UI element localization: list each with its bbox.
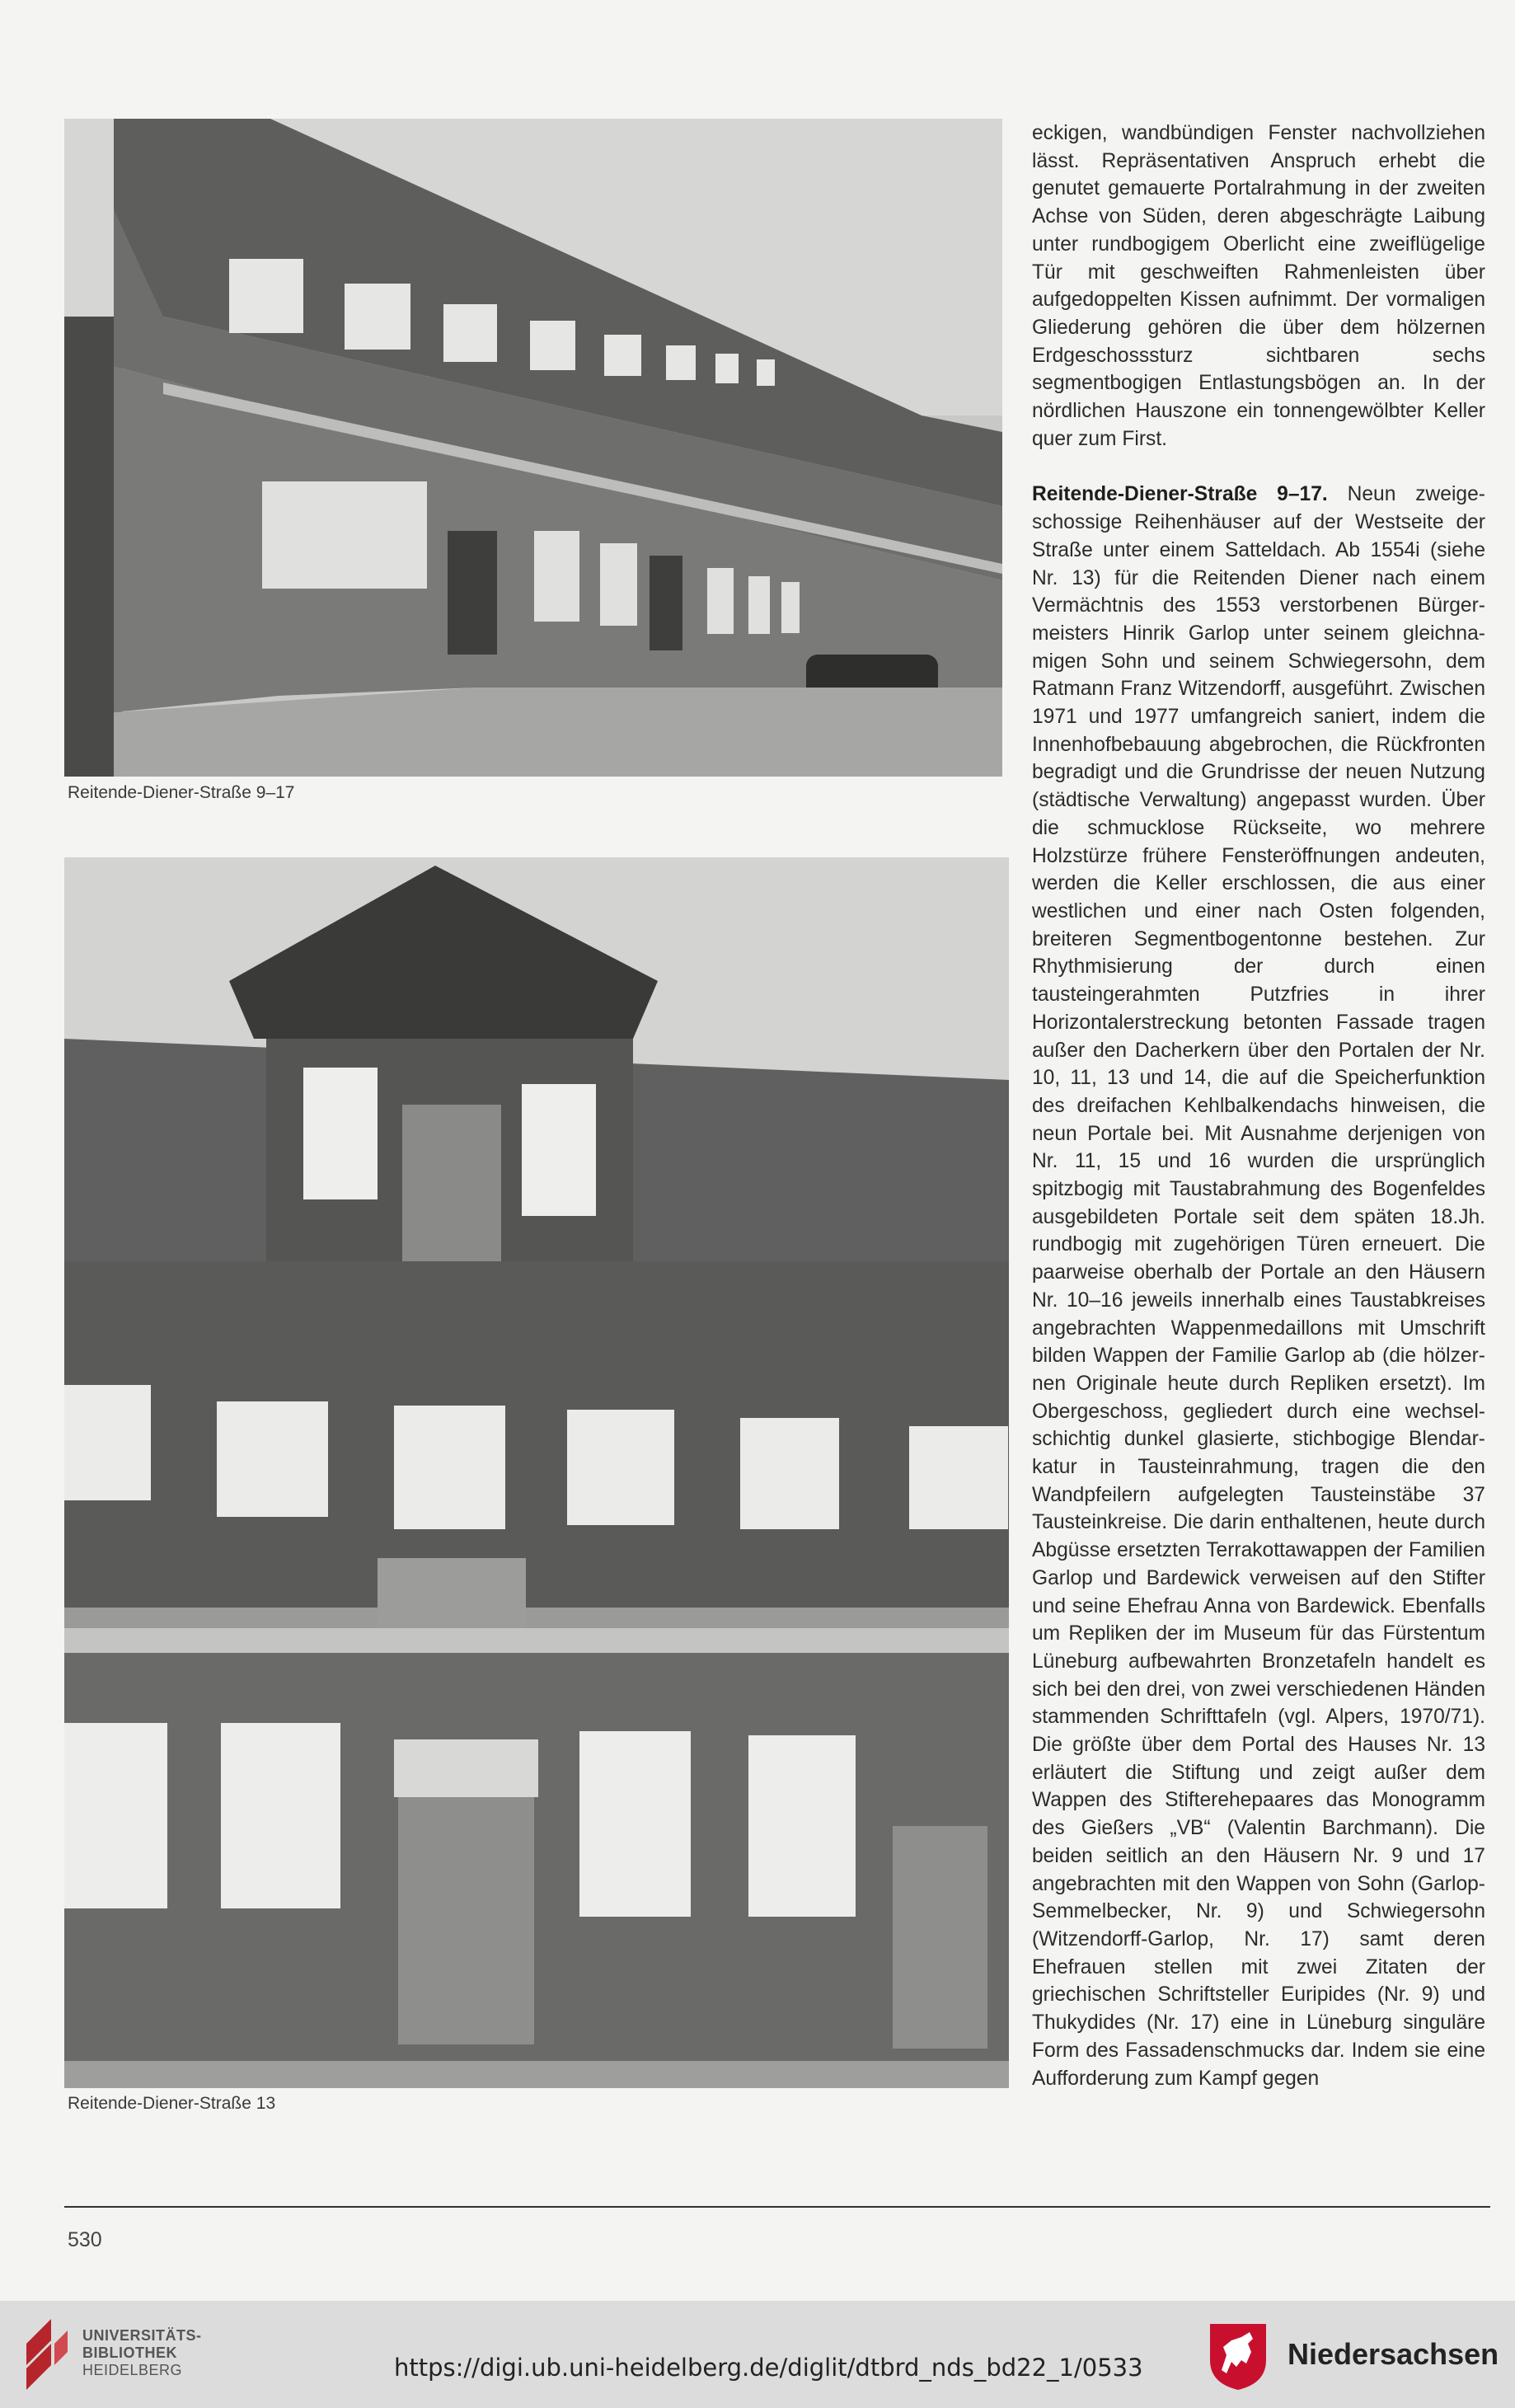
photo-1-image — [64, 119, 1002, 777]
photo-reitende-diener-strasse-9-17 — [64, 119, 1002, 777]
photo-reitende-diener-strasse-13 — [64, 857, 1009, 2088]
entry-heading: Reitende-Diener-Straße 9–17. — [1032, 483, 1328, 506]
footer-rule — [64, 2206, 1490, 2208]
niedersachsen-horse-crest-icon — [1208, 2322, 1268, 2392]
library-name-line-1: UNIVERSITÄTS- — [82, 2327, 202, 2344]
source-url[interactable]: https://digi.ub.uni-heidelberg.de/diglit/dtbrd_nds_bd22_1/0533 — [394, 2354, 1143, 2382]
paragraph-2 — [1032, 481, 1485, 2092]
paragraph-1: eckigen, wandbündigen Fenster nachvollziehen lässt. Repräsentativen Anspruch erhebt die genutet gemauerte Portalrahmung in der zweiten Achse von Süden, deren abgeschrägte Laibung unter rundbogigem Oberlicht eine zweiflügelige Tür mit geschweiften Rahmenleisten über aufgedoppelten Kissen aufnimmt. Der vormaligen Gliederung gehören die über dem hölzernen Erdgeschosssturz sichtbaren sechs segmentbogigen Entlastungsbögen an. In der nördlichen Hauszone ein tonnengewölbter Keller quer zum First. — [1032, 122, 1485, 450]
state-name: Niedersachsen — [1288, 2337, 1499, 2371]
university-library-logo-icon — [18, 2316, 71, 2395]
figure-caption-1: Reitende-Diener-Straße 9–17 — [68, 783, 295, 802]
library-name-line-3: HEIDELBERG — [82, 2362, 183, 2378]
figure-caption-2: Reitende-Diener-Straße 13 — [68, 2094, 276, 2113]
digitization-footer — [0, 2301, 1515, 2408]
university-library-name — [82, 2327, 202, 2379]
page-number: 530 — [68, 2228, 102, 2251]
paragraph-2-text: Neun zweigeschossige Reihenhäuser auf der Westseite der Straße unter einem Satteldach. Ab 1554i (siehe Nr. 13) für die Reitenden Diener nach einem Vermächtnis des 1553 verstorbenen Bürgermeisters Hinrik Garlop unter seinem gleichnamigen Sohn und seinem Schwiegersohn, dem Ratmann Franz Witzendorff, ausgeführt. Zwischen 1971 und 1977 umfangreich saniert, indem die Innenhofbebauung abgebrochen, die Rückfronten begradigt und die Grundrisse der neuen Nutzung (städtische Verwaltung) angepasst wurden. Über die schmucklose Rückseite, wo mehrere Holzstürze frühere Fensteröffnungen andeuten, werden die Keller erschlossen, die aus einer westlichen und einer nach Osten folgenden, breiteren Segmentbogentonne bestehen. Zur Rhythmisierung der durch einen tausteingerahmten Putzfries in ihrer Horizontalerstreckung betonten Fassade tragen außer den Dacherkern über den Portalen der Nr. 10, 11, 13 und 14, die auf die Speicherfunktion des dreifachen Kehlbalkendachs hinweisen, die neun Portale bei. Mit Ausnahme derjenigen von Nr. 11, 15 und 16 wurden die ursprünglich spitzbogig mit Taustabrahmung des Bogenfeldes ausgebildeten Portale seit dem späten 18.Jh. rundbogig mit zugehörigen Türen erneuert. Die paarweise oberhalb der Portale an den Häusern Nr. 10–16 jeweils innerhalb eines Taustabkreises angebrachten Wappenmedaillons mit Umschrift bilden Wappen der Familie Garlop ab (die hölzernen Originale heute durch Repliken ersetzt). Im Obergeschoss, gegliedert durch eine wechselschichtig dunkel glasierte, stichbogige Blendarkatur in Tausteinrahmung, tragen die den Wandpfeilern aufgelegten Tausteinstäbe 37 Tausteinkreise. Die darin enthaltenen, heute durch Abgüsse ersetzten Terrakottawappen der Familien Garlop und Bardewick verweisen auf den Stifter und seine Ehefrau Anna von Bardewick. Ebenfalls um Repliken der im Museum für das Fürstentum Lüneburg aufbewahrten Bronzetafeln handelt es sich bei den drei, von zwei verschiedenen Händen stammenden Schrifttafeln (vgl. Alpers, 1970/71). Die größte über dem Portal des Hauses Nr. 13 erläutert die Stiftung und zeigt außer dem Wappen des Stifterehepaares das Monogramm des Gießers „VB“ (Valentin Barchmann). Die beiden seitlich an den Häusern Nr. 9 und 17 angebrachten mit den Wappen von Sohn (Garlop-Semmelbecker, Nr. 9) und Schwiegersohn (Witzendorff-Garlop, Nr. 17) samt deren Ehefrauen stellen mit zwei Zitaten der griechischen Schriftsteller Euripides (Nr. 9) und Thukydides (Nr. 17) eine in Lüneburg singuläre Form des Fassadenschmucks dar. Indem sie eine Aufforderung zum Kampf gegen — [1032, 483, 1485, 2090]
library-name-line-2: BIBLIOTHEK — [82, 2345, 177, 2361]
body-text-column — [1032, 120, 1485, 2092]
photo-2-image — [64, 857, 1009, 2088]
